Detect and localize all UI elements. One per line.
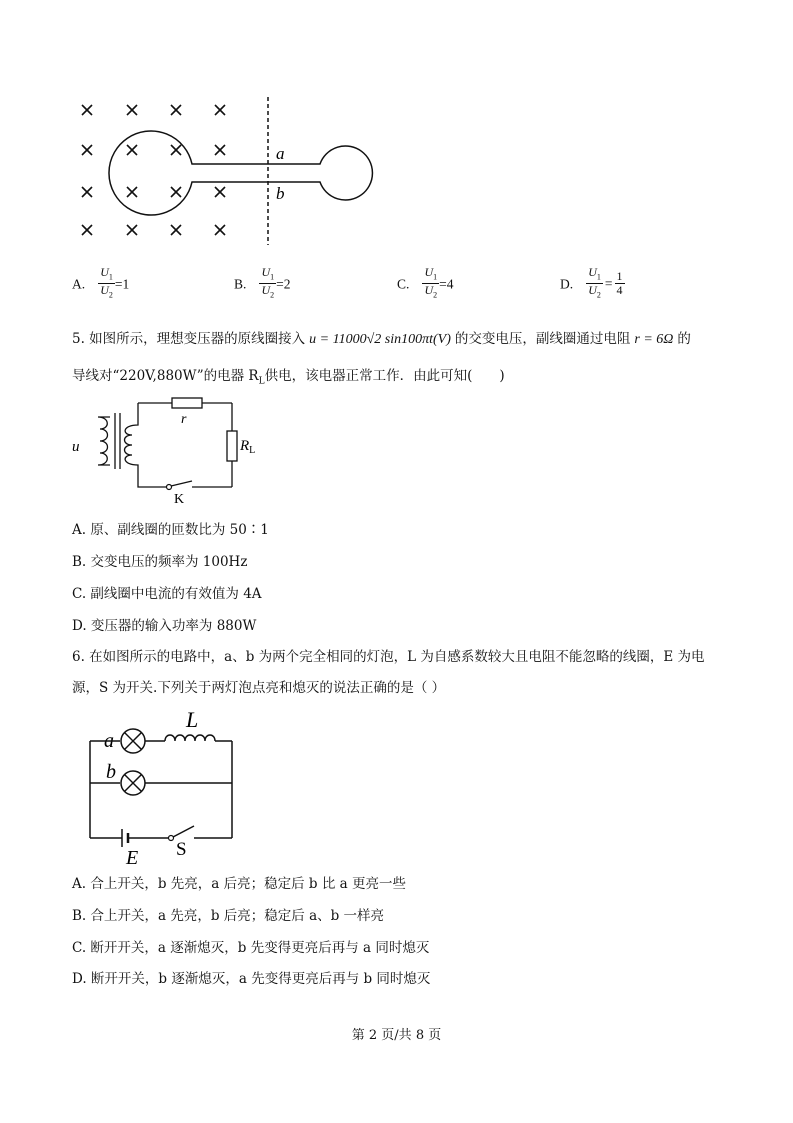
- q4-option-d[interactable]: [560, 266, 625, 302]
- option-value: =: [604, 276, 613, 292]
- inductor-l-label: L: [186, 707, 199, 732]
- q6-option-a[interactable]: A. 合上开关，b 先亮，a 后亮；稳定后 b 比 a 更亮一些: [72, 876, 406, 892]
- u-label: u: [72, 439, 80, 455]
- lamp-b: [121, 771, 145, 795]
- q6-option-d[interactable]: D. 断开开关，b 逐渐熄灭，a 先变得更亮后再与 b 同时熄灭: [72, 971, 431, 987]
- option-value: =1: [114, 276, 130, 292]
- lamp-a-label: a: [104, 730, 114, 752]
- q5-stem-line1: 5. 如图所示，理想变压器的原线圈接入 u = 11000√2 sin100πt(V) 的交变电压，副线圈通过电阻 r = 6Ω 的: [72, 331, 691, 347]
- lamp-a: [121, 729, 145, 753]
- q4-option-b[interactable]: [234, 266, 291, 302]
- q4-option-a[interactable]: [72, 266, 129, 302]
- primary-coil: [98, 417, 110, 465]
- k-label: K: [174, 492, 185, 505]
- inductor-l: [165, 735, 215, 741]
- fraction: $\frac{U_1}{U_2}$: [100, 265, 113, 300]
- switch-s-blade: [173, 826, 194, 837]
- resistance-formula: r = 6Ω: [634, 332, 674, 347]
- option-value: =2: [276, 276, 291, 292]
- wire-loop: [109, 131, 372, 215]
- voltage-formula: u = 11000√2 sin100πt(V): [309, 332, 451, 347]
- option-letter: A.: [72, 276, 86, 292]
- q4-figure: [70, 95, 390, 250]
- switch-blade: [171, 481, 192, 486]
- rl-label: $R_L$: [240, 438, 256, 456]
- switch-s-contact: [169, 836, 174, 841]
- resistor-r: [172, 398, 202, 408]
- fraction-value: $\frac{1}{4}$: [616, 269, 623, 298]
- option-letter: C.: [397, 276, 410, 292]
- q6-circuit-figure: [80, 705, 250, 870]
- q4-option-c[interactable]: [397, 266, 454, 302]
- switch-s-label: S: [176, 839, 187, 860]
- q5-option-c[interactable]: C. 副线圈中电流的有效值为 4A: [72, 586, 262, 602]
- q6-stem-line2: 源，S 为开关.下列关于两灯泡点亮和熄灭的说法正确的是（ ）: [72, 680, 446, 696]
- option-letter: B.: [234, 276, 247, 292]
- fraction: $\frac{U_1}{U_2}$: [424, 265, 438, 300]
- q6-option-c[interactable]: C. 断开开关，a 逐渐熄灭，b 先变得更亮后再与 a 同时熄灭: [72, 940, 430, 956]
- secondary-coil: [125, 403, 167, 487]
- lamp-b-label: b: [106, 761, 116, 783]
- point-b-label: b: [276, 184, 285, 203]
- q5-transformer-figure: [70, 395, 270, 505]
- battery-e-label: E: [126, 847, 139, 869]
- q6-stem-line1: 6. 在如图所示的电路中，a、b 为两个完全相同的灯泡，L 为自感系数较大且电阻不能忽略的线圈，E 为电: [72, 649, 705, 665]
- option-value: =4: [439, 276, 454, 292]
- page-number-footer: 第 2 页/共 8 页: [351, 1028, 442, 1043]
- r-label: r: [181, 412, 187, 427]
- switch-contact: [167, 485, 172, 490]
- point-a-label: a: [276, 144, 285, 163]
- fraction: $\frac{U_1}{U_2}$: [588, 265, 601, 300]
- fraction: $\frac{U_1}{U_2}$: [261, 265, 275, 300]
- q5-option-b[interactable]: B. 交变电压的频率为 100Hz: [72, 554, 248, 570]
- option-letter: D.: [560, 276, 574, 292]
- q5-stem-line2: 导线对“220V,880W”的电器 $R_L$供电，该电器正常工作．由此可知( ): [72, 368, 505, 387]
- q5-option-a[interactable]: A. 原、副线圈的匝数比为 50∶1: [72, 522, 269, 538]
- resistor-rl: [227, 431, 237, 461]
- q6-option-b[interactable]: B. 合上开关，a 先亮，b 后亮；稳定后 a、b 一样亮: [72, 908, 385, 924]
- q5-option-d[interactable]: D. 变压器的输入功率为 880W: [72, 618, 257, 634]
